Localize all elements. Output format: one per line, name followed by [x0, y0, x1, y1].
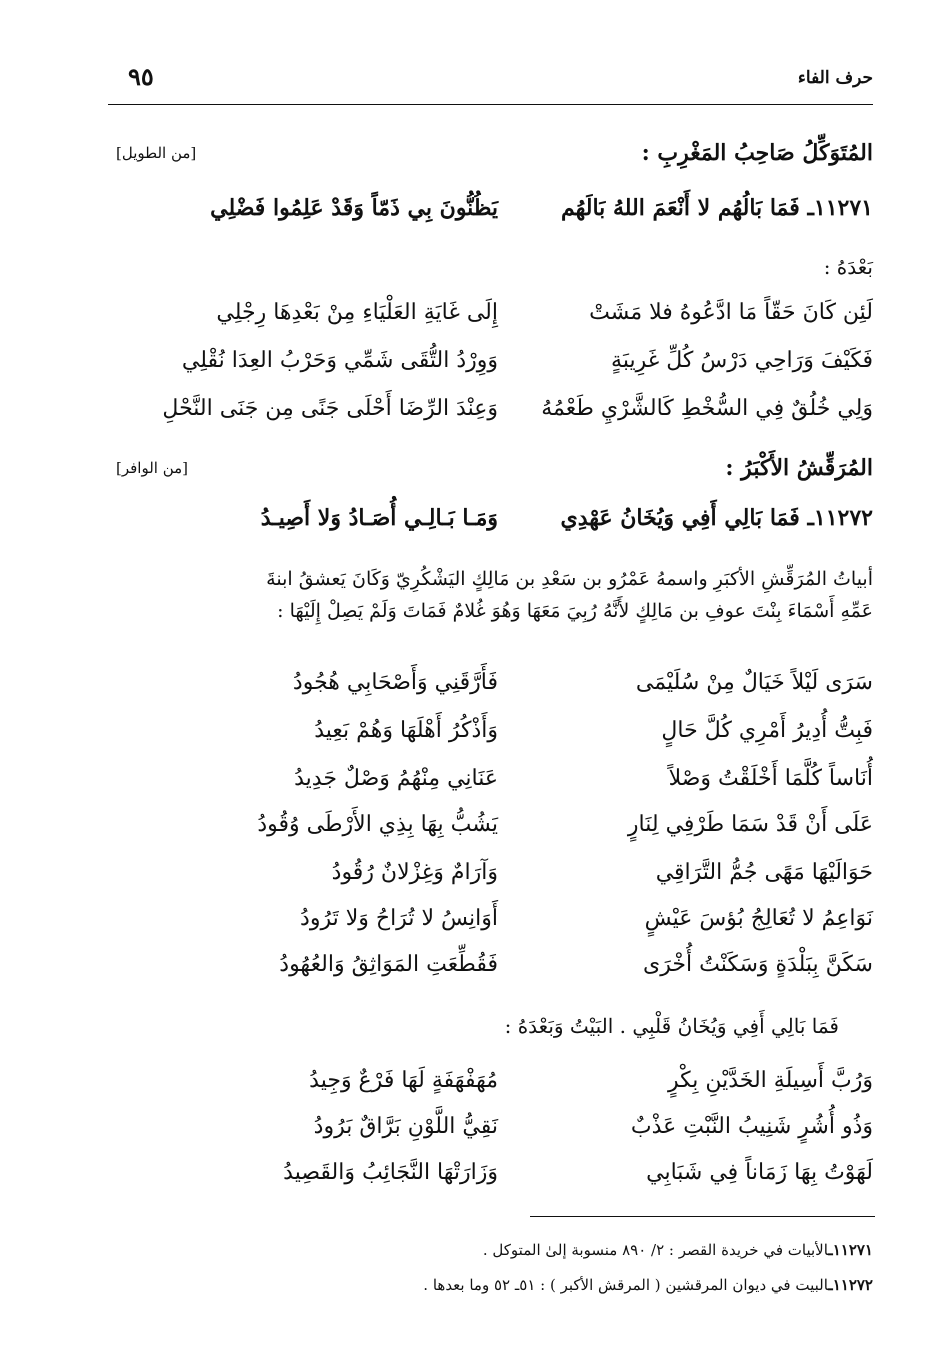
verse-first-hemistich-text: فَمَا بَالُهُم لا أَنْعَمَ اللهُ بَالَهُم — [560, 195, 800, 221]
verse-first-hemistich: لَئِن كَانَ حَقّاً مَا ادَّعُوهُ فلا مَشَتْ — [589, 300, 873, 325]
verse-first-hemistich: أُنَاساً كُلَّمَا أَخْلَقْتُ وَصْلاً — [668, 766, 873, 791]
footnote — [108, 1241, 873, 1259]
verse-first-hemistich: وَذُو أُشُرٍ شَنِيبُ النَّبْتِ عَذْبٌ — [630, 1114, 873, 1139]
verse-first-hemistich: فَبِتُّ أُدِيرُ أَمْرِي كُلَّ حَالٍ — [661, 718, 873, 743]
verse-second-hemistich: أَوَانِسُ لا تُرَاحُ وَلا تَرُودُ — [300, 906, 498, 931]
meter-label: [من الطويل] — [116, 144, 197, 162]
verse — [108, 1068, 873, 1108]
poet-heading-row — [108, 140, 873, 172]
verse — [108, 396, 873, 436]
after-line: فَمَا بَالِي أَفِي وَيُخَانُ قَلْبِي . البَيْتُ وَبَعْدَهُ : — [504, 1014, 839, 1038]
verse-second-hemistich: وَوِرْدُ التُّقَى شَمِّي وَحَرْبُ العِدَا نُقْلِي — [181, 348, 498, 373]
verse-second-hemistich: إِلَى غَايَةِ العَلْيَاءِ مِنْ بَعْدِهَا رِجْلِي — [216, 300, 498, 325]
footnote — [108, 1276, 873, 1294]
verse-second-hemistich: وَمَـا بَـالِـي أُصَـادُ وَلا أَصِيـدُ — [260, 505, 498, 531]
verse — [108, 1160, 873, 1200]
verse — [108, 1114, 873, 1154]
verse-first-hemistich: سَكَنَّ بِبَلْدَةٍ وَسَكَنْتُ أُخْرَى — [643, 952, 873, 977]
verse-number: ١١٢٧١ـ — [807, 195, 873, 221]
numbered-verse — [108, 505, 873, 545]
poet-heading: المُتَوَكِّلُ صَاحِبُ المَغْرِبِ : — [641, 140, 873, 166]
verse — [108, 812, 873, 852]
verse-first-hemistich — [493, 505, 873, 531]
verse-second-hemistich: وَعِنْدَ الرِّضَا أَحْلَى جَنًى مِن جَنَى النَّحْلِ — [162, 396, 498, 421]
verse — [108, 348, 873, 388]
verse-second-hemistich: وَأَذْكُرُ أَهْلَهَا وَهُمْ بَعِيدُ — [314, 718, 498, 743]
numbered-verse — [108, 195, 873, 235]
verse — [108, 766, 873, 806]
verse — [108, 906, 873, 946]
verse — [108, 952, 873, 992]
footnote-rule — [530, 1216, 875, 1217]
page-header — [108, 62, 873, 98]
page-number: ٩٥ — [128, 62, 154, 91]
verse-first-hemistich: حَوَالَيْهَا مَهًى جُمُّ التَّرَاقِي — [655, 860, 873, 885]
footnote-number: ١١٢٧٢ـ — [828, 1276, 873, 1294]
verse-first-hemistich: لَهَوْتُ بِهَا زَمَاناً فِي شَبَابِي — [646, 1160, 873, 1185]
verse-second-hemistich: عَنَانِي مِنْهُمُ وَصْلٌ جَدِيدُ — [294, 766, 498, 791]
running-title: حرف الفاء — [797, 68, 873, 88]
footnote-text: البيت في ديوان المرقشين ( المرقش الأكبر ) : ٥١ـ ٥٢ وما بعدها . — [423, 1276, 829, 1294]
prose-line: عَمِّهِ أَسْمَاءَ بِنْتَ عوفِ بن مَالِكٍ لأَنَّهُ رُبِيَ مَعَهَا وَهُوَ غُلامٌ فَمَاتَ وَلَمْ يَصِلْ إِلَيْهَا : — [277, 600, 873, 622]
after-label: بَعْدَهُ : — [823, 255, 873, 279]
verse — [108, 670, 873, 710]
verse-first-hemistich — [493, 195, 873, 221]
poet-heading-row — [108, 455, 873, 487]
verse-first-hemistich-text: فَمَا بَالِي أَفِي وَيُخَانُ عَهْدِي — [560, 505, 800, 531]
footnote-text: الأبيات في خريدة القصر : ٢/ ٨٩٠ منسوبة إلىٰ المتوكل . — [482, 1241, 829, 1259]
verse — [108, 860, 873, 900]
header-rule — [108, 104, 873, 105]
verse-second-hemistich: يَشُبُّ بِهَا بِذِي الأَرْطَى وُقُودُ — [257, 812, 498, 837]
verse-number: ١١٢٧٢ـ — [807, 505, 873, 531]
prose-line: أبياتُ المُرَقِّشِ الأكبَرِ واسمهُ عَمْرُو بن سَعْدِ بن مَالِكٍ اليَشْكُرِيّ وَكَانَ يَعشقُ ابنةَ — [266, 568, 873, 590]
verse-second-hemistich: يَظُنُّونَ بِي ذَمّاً وَقَدْ عَلِمُوا فَضْلِي — [210, 195, 498, 221]
verse-second-hemistich: مُهَفْهَفَةٍ لَهَا فَرْعٌ وَجِيدُ — [309, 1068, 498, 1093]
verse-first-hemistich: وَرُبَّ أَسِيلَةِ الخَدَّيْنِ بِكْرٍ — [667, 1068, 873, 1093]
verse-second-hemistich: فَأَرَّقَنِي وَأَصْحَابِي هُجُودُ — [292, 670, 498, 695]
verse-first-hemistich: نَوَاعِمُ لا تُعَالِجُ بُؤسَ عَيْشٍ — [644, 906, 873, 931]
verse-second-hemistich: نَقِيُّ اللَّوْنِ بَرَّاقٌ بَرُودُ — [313, 1114, 498, 1139]
verse-first-hemistich: وَلِي خُلُقٌ فِي السُّخْطِ كَالشَّرْيِ طَعْمُهُ — [541, 396, 873, 421]
meter-label: [من الوافر] — [116, 459, 189, 477]
verse-first-hemistich: سَرَى لَيْلاً خَيَالٌ مِنْ سُلَيْمَى — [635, 670, 873, 695]
prose-paragraph — [108, 563, 873, 627]
verse-second-hemistich: فَقُطِّعَتِ المَوَاثِقُ وَالعُهُودُ — [279, 952, 498, 977]
footnote-number: ١١٢٧١ـ — [828, 1241, 873, 1259]
verse-second-hemistich: وَزَارَتْهَا النَّجَائِبُ وَالقَصِيدُ — [283, 1160, 498, 1185]
verse-first-hemistich: عَلَى أَنْ قَدْ سَمَا طَرْفِي لِنَارٍ — [627, 812, 873, 837]
poet-heading: المُرَقِّشُ الأَكْبَرُ : — [725, 455, 873, 481]
verse-first-hemistich: فَكَيْفَ وَرَاحِي دَرْسُ كُلِّ غَرِيبَةٍ — [611, 348, 873, 373]
verse-second-hemistich: وَآرَامٌ وَغِزْلانٌ رُقُودُ — [331, 860, 498, 885]
verse — [108, 300, 873, 340]
verse — [108, 718, 873, 758]
